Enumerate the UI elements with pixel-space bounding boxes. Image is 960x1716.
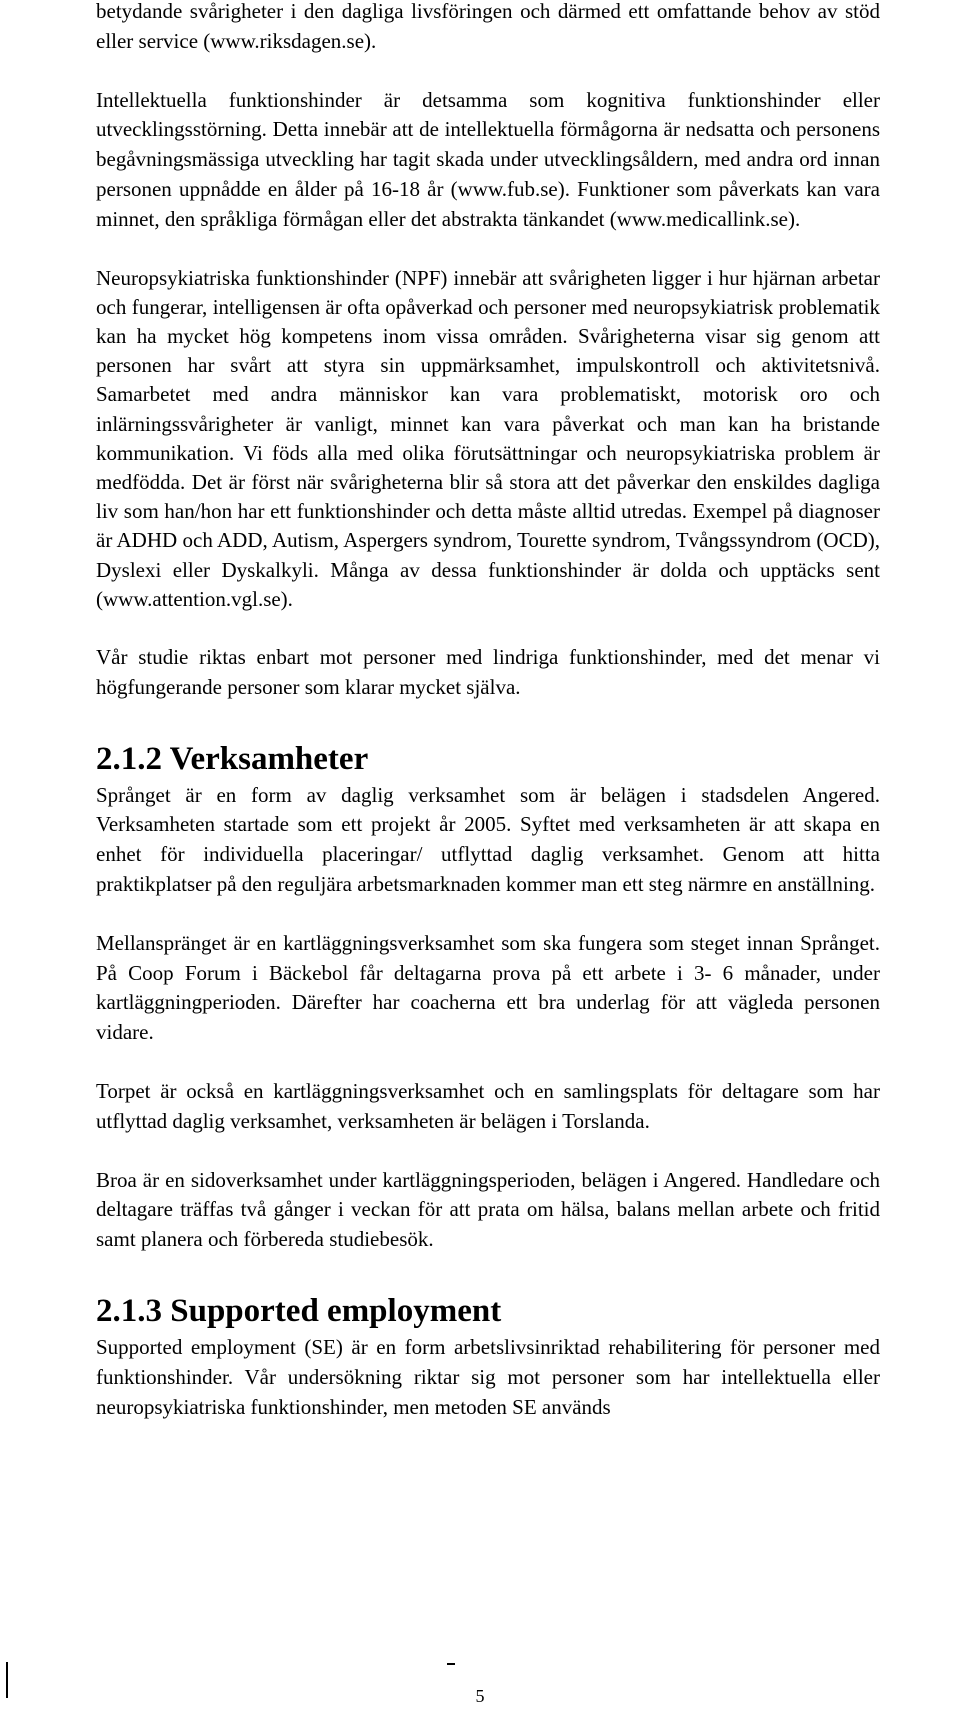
paragraph-mellanspranget: Mellanspränget är en kartläggningsverksamhet som ska fungera som steget innan Språnget. På Coop Forum i Bäckebol får deltagarna prova på ett arbete i 3- 6 månader, under kartläggningperioden. Därefter har coacherna ett bra underlag för att vägleda personen vidare. [96, 930, 880, 1045]
footer-divider [447, 1663, 455, 1665]
paragraph-spranget: Språnget är en form av daglig verksamhet som är belägen i stadsdelen Angered. Verksamheten startade som ett projekt år 2005. Syftet med verksamheten är att skapa en enhet för individuella placeringar/ utflyttad daglig verksamhet. Genom att hitta praktikplatser på den reguljära arbetsmarknaden kommer man ett steg närmre en anställning. [96, 782, 880, 896]
page-content [96, 0, 880, 1422]
paragraph-intellectual-disability: Intellektuella funktionshinder är detsamma som kognitiva funktionshinder eller utvecklingsstörning. Detta innebär att de intellektuella förmågorna är nedsatta och personens begåvningsmässiga utveckling har tagit skada under utvecklingsåldern, med andra ord innan personen uppnådde en ålder på 16-18 år (www.fub.se). Funktioner som påverkats kan vara minnet, den språkliga förmågan eller det abstrakta tänkandet (www.medicallink.se). [96, 87, 880, 231]
heading-supported-employment: 2.1.3 Supported employment [96, 1292, 502, 1329]
paragraph-torpet: Torpet är också en kartläggningsverksamhet och en samlingsplats för deltagare som har utflyttad daglig verksamhet, verksamheten är belägen i Torslanda. [96, 1078, 880, 1133]
paragraph-broa: Broa är en sidoverksamhet under kartläggningsperioden, belägen i Angered. Handledare och deltagare träffas två gånger i veckan för att prata om hälsa, balans mellan arbete och fritid samt planera och förbereda studiebesök. [96, 1167, 880, 1252]
paragraph-study-focus: Vår studie riktas enbart mot personer med lindriga funktionshinder, med det menar vi högfungerande personer som klarar mycket själva. [96, 645, 880, 699]
page-number: 5 [475, 1686, 485, 1706]
paragraph-supported-employment: Supported employment (SE) är en form arbetslivsinriktad rehabilitering för personer med funktionshinder. Vår undersökning riktar sig mot personer som har intellektuella eller neuropsykiatriska funktionshinder, men metoden SE används [96, 1334, 880, 1419]
heading-verksamheter: 2.1.2 Verksamheter [96, 740, 369, 777]
paragraph-npf: Neuropsykiatriska funktionshinder (NPF) innebär att svårigheten ligger i hur hjärnan arbetar och fungerar, intelligensen är ofta opåverkad och personer med neuropsykiatrisk problematik kan ha mycket hög kompetens inom vissa områden. Svårigheterna visar sig genom att personen har svårt att styra sin uppmärksamhet, impulskontroll och aktivitetsnivå. Samarbetet med andra människor kan vara problematiskt, motorisk oro och inlärningssvårigheter är vanligt, minnet kan vara påverkat och man kan ha bristande kommunikation. Vi föds alla med olika förutsättningar och neuropsykiatriska problem är medfödda. Det är först när svårigheterna blir så stora att det påverkar den enskildes dagliga liv som han/hon har ett funktionshinder och detta måste alltid utredas. Exempel på diagnoser är ADHD och ADD, Autism, Aspergers syndrom, Tourette syndrom, Tvångssyndrom (OCD), Dyslexi eller Dyskalkyli. Många av dessa funktionshinder är dolda och upptäcks sent (www.attention.vgl.se). [96, 265, 880, 611]
paragraph-continued: betydande svårigheter i den dagliga livsföringen och därmed ett omfattande behov av stöd eller service (www.riksdagen.se). [96, 0, 880, 53]
